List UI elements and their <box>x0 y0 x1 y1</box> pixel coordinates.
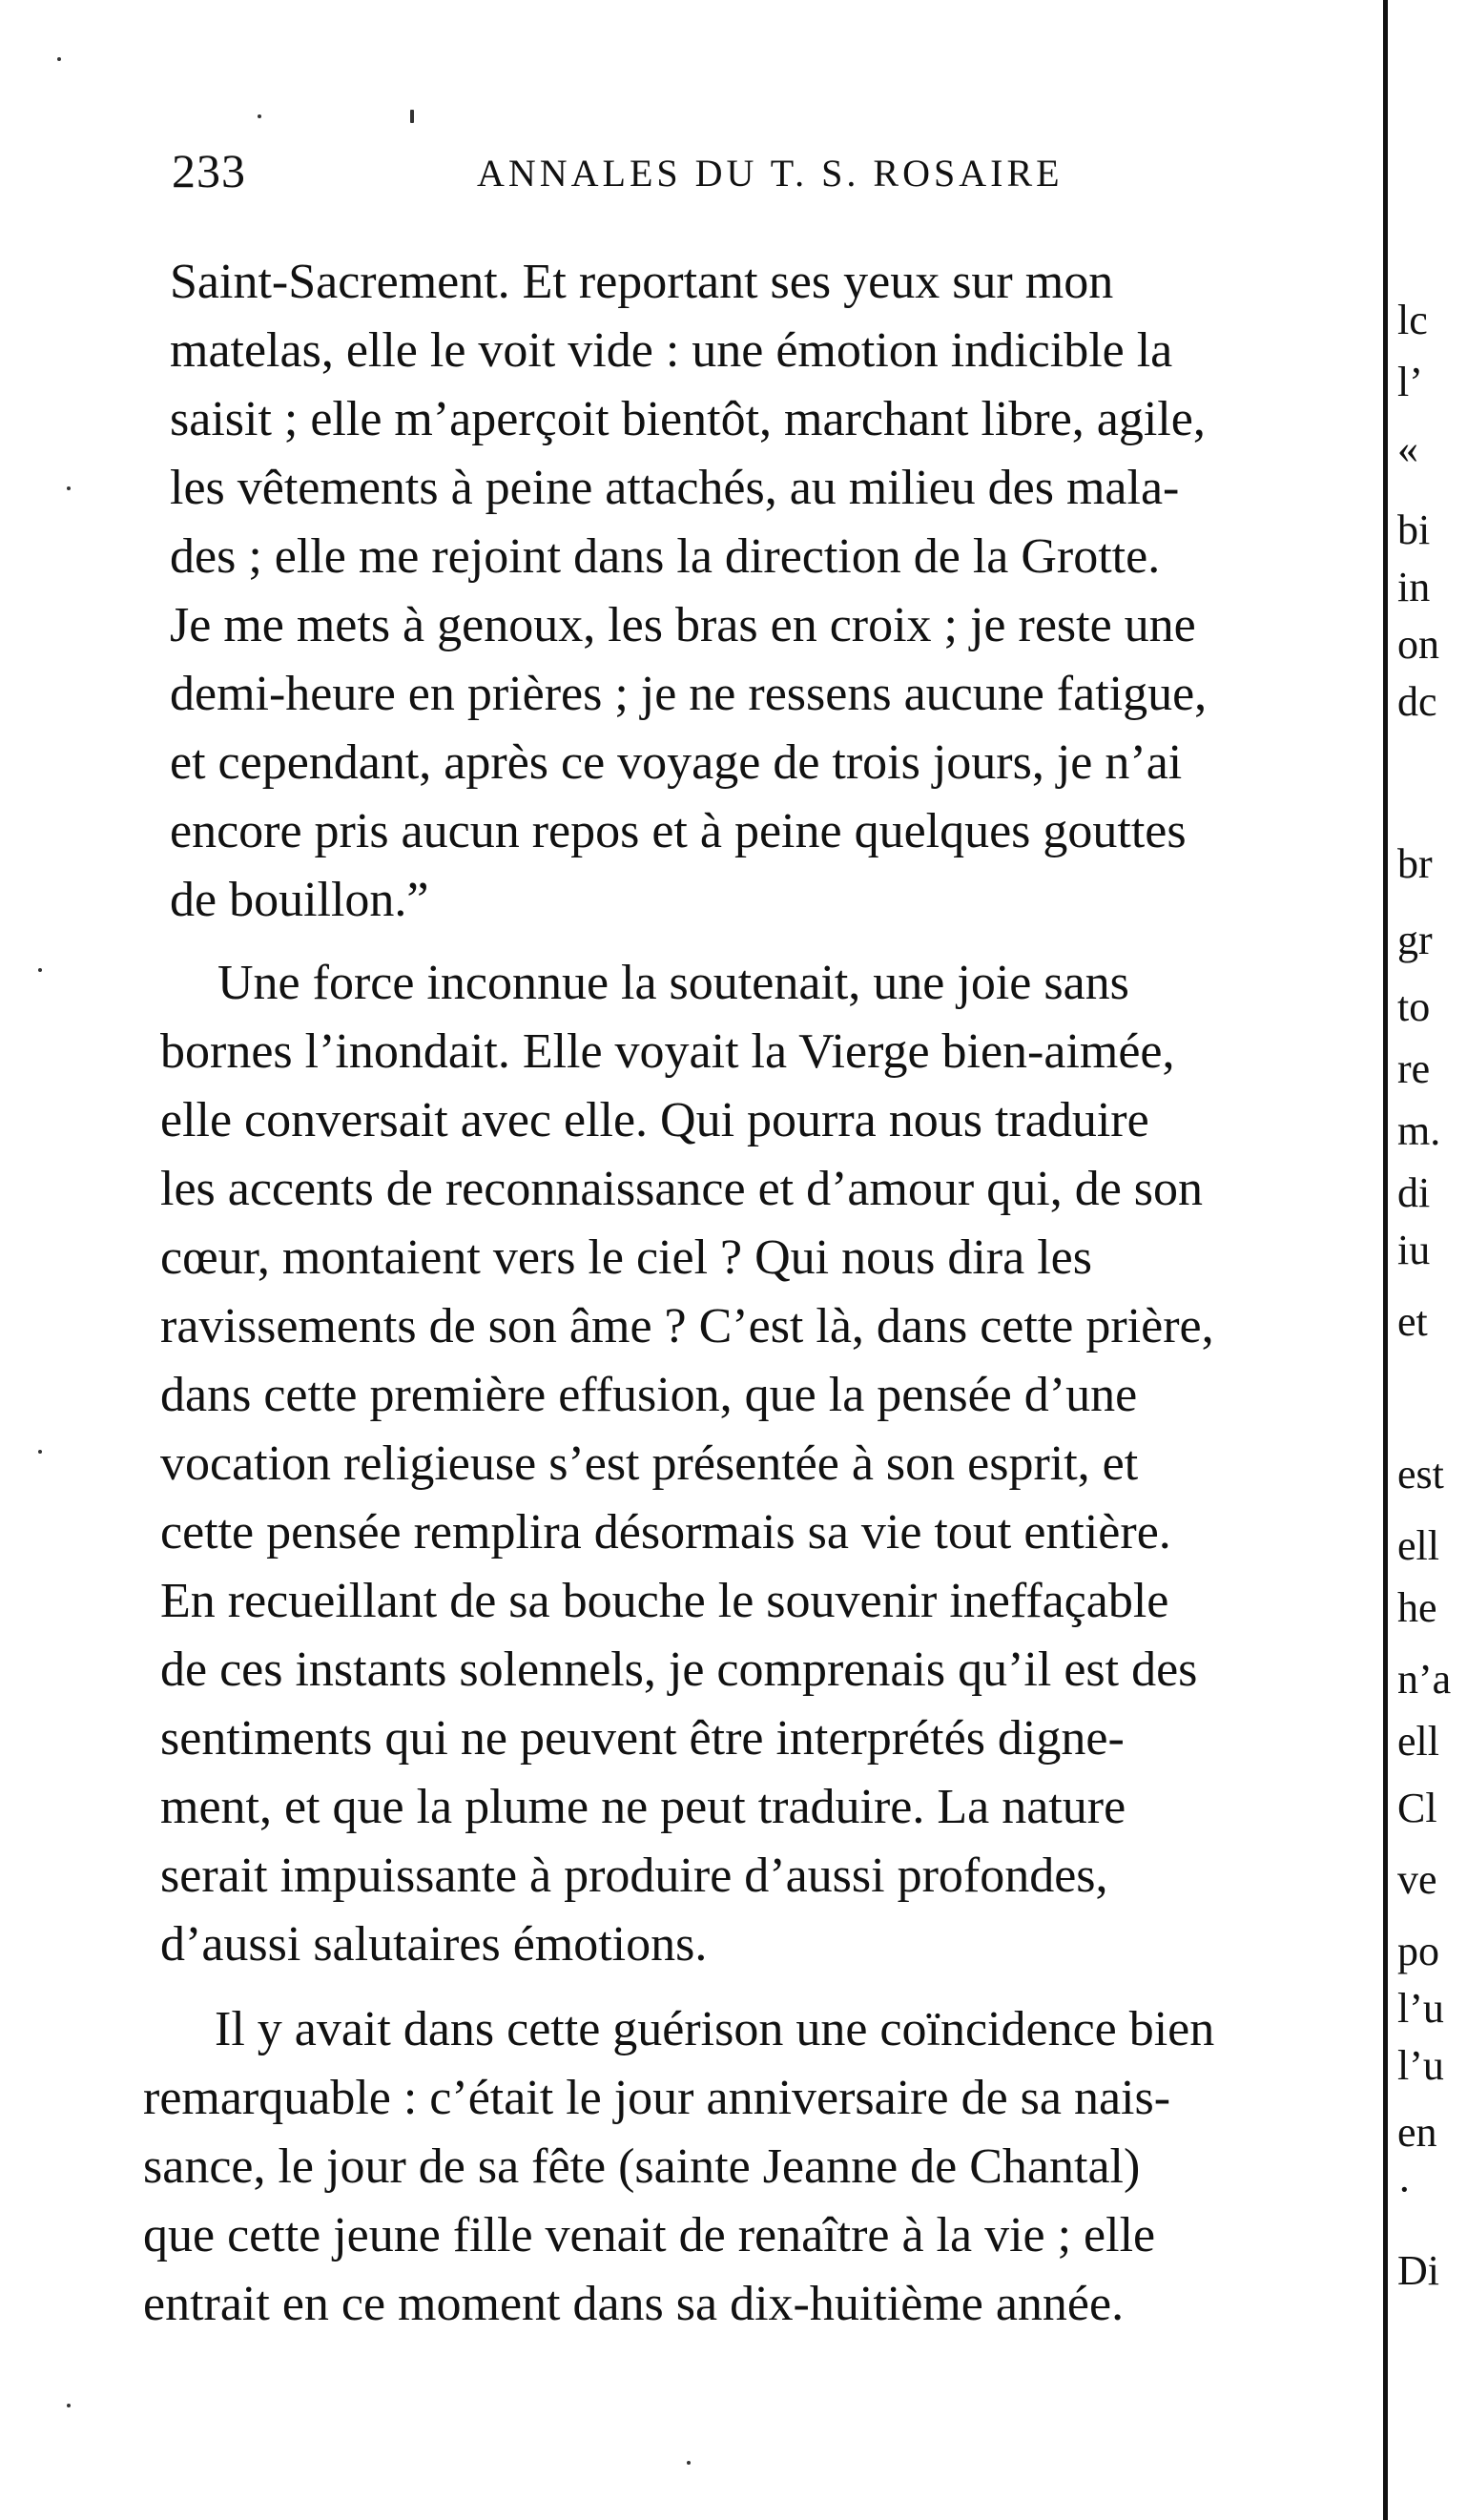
text-line: de ces instants solennels, je comprenais qu’il est des <box>160 1642 1198 1697</box>
text-line: sentiments qui ne peuvent être interprétés digne- <box>160 1711 1125 1766</box>
paper-speck <box>258 114 261 118</box>
text-line: sance, le jour de sa fête (sainte Jeanne de Chantal) <box>143 2139 1141 2194</box>
margin-fragment: di <box>1397 1169 1431 1216</box>
paper-speck <box>67 486 71 490</box>
paper-speck <box>38 1450 42 1454</box>
paragraph-3 <box>143 1995 1214 2339</box>
margin-fragment: he <box>1397 1584 1437 1631</box>
text-line: demi-heure en prières ; je ne ressens aucune fatigue, <box>170 667 1208 721</box>
text-line: elle conversait avec elle. Qui pourra nous traduire <box>160 1093 1149 1147</box>
text-line: et cependant, après ce voyage de trois jours, je n’ai <box>170 735 1183 790</box>
margin-fragment: on <box>1397 621 1439 668</box>
paper-speck <box>410 110 414 123</box>
text-line: Saint-Sacrement. Et reportant ses yeux sur mon <box>170 255 1114 309</box>
margin-fragment: iu <box>1397 1227 1431 1273</box>
margin-fragment: ve <box>1397 1856 1437 1903</box>
margin-fragment: in <box>1397 564 1431 610</box>
text-line: En recueillant de sa bouche le souvenir ineffaçable <box>160 1574 1169 1628</box>
margin-fragment: n’a <box>1397 1656 1452 1703</box>
paper-speck <box>57 57 61 61</box>
text-line: des ; elle me rejoint dans la direction de la Grotte. <box>170 529 1161 584</box>
margin-fragment: Di <box>1397 2247 1439 2294</box>
running-head: ANNALES DU T. S. ROSAIRE <box>477 152 1064 195</box>
text-line: les vêtements à peine attachés, au milieu des mala- <box>170 461 1180 515</box>
text-line: les accents de reconnaissance et d’amour qui, de son <box>160 1162 1204 1216</box>
paper-speck <box>38 968 42 972</box>
margin-fragment: « <box>1397 425 1418 472</box>
page-header <box>172 143 1412 200</box>
text-line: de bouillon.” <box>170 873 429 927</box>
paper-speck <box>67 2404 71 2407</box>
margin-fragment: en <box>1397 2109 1437 2156</box>
paragraph-2 <box>160 949 1214 1979</box>
margin-fragment: to <box>1397 983 1431 1030</box>
text-line: dans cette première effusion, que la pensée d’une <box>160 1368 1138 1422</box>
text-line: cœur, montaient vers le ciel ? Qui nous dira les <box>160 1230 1092 1285</box>
margin-fragment: l’ <box>1397 359 1423 405</box>
text-line: Une force inconnue la soutenait, une joie sans <box>217 956 1129 1010</box>
text-line: remarquable : c’était le jour anniversaire de sa nais- <box>143 2071 1171 2125</box>
margin-fragment: br <box>1397 840 1433 887</box>
margin-fragment: ell <box>1397 1522 1439 1569</box>
adjacent-page-edge <box>1383 0 1467 2520</box>
text-line: encore pris aucun repos et à peine quelques gouttes <box>170 804 1187 858</box>
margin-fragment: po <box>1397 1928 1439 1974</box>
text-line: Je me mets à genoux, les bras en croix ; je reste une <box>170 598 1196 652</box>
margin-fragment: · <box>1397 2166 1412 2213</box>
text-line: Il y avait dans cette guérison une coïncidence bien <box>215 2002 1215 2056</box>
margin-fragment: bi <box>1397 506 1431 553</box>
text-line: ravissements de son âme ? C’est là, dans cette prière, <box>160 1299 1214 1353</box>
text-line: cette pensée remplira désormais sa vie tout entière. <box>160 1505 1171 1560</box>
margin-fragment: lc <box>1397 297 1428 343</box>
margin-fragment: Cl <box>1397 1785 1437 1831</box>
text-line: serait impuissante à produire d’aussi profondes, <box>160 1849 1108 1903</box>
margin-fragment: et <box>1397 1298 1428 1345</box>
text-line: que cette jeune fille venait de renaître à la vie ; elle <box>143 2208 1156 2262</box>
margin-fragment: est <box>1397 1451 1444 1498</box>
text-line: vocation religieuse s’est présentée à son esprit, et <box>160 1436 1139 1491</box>
margin-fragment: l’u <box>1397 2042 1444 2089</box>
text-line: ment, et que la plume ne peut traduire. La nature <box>160 1780 1126 1834</box>
margin-fragment: re <box>1397 1045 1431 1092</box>
paper-speck <box>687 2461 691 2465</box>
paragraph-1 <box>170 248 1207 935</box>
margin-fragment: ell <box>1397 1718 1439 1765</box>
text-line: saisit ; elle m’aperçoit bientôt, marchant libre, agile, <box>170 392 1206 446</box>
margin-fragment: gr <box>1397 917 1433 963</box>
text-line: d’aussi salutaires émotions. <box>160 1917 708 1972</box>
margin-fragment: dc <box>1397 678 1437 725</box>
page-number: 233 <box>172 144 246 197</box>
text-line: bornes l’inondait. Elle voyait la Vierge bien-aimée, <box>160 1024 1175 1079</box>
margin-fragment: l’u <box>1397 1985 1444 2032</box>
margin-fragment: m. <box>1397 1107 1441 1154</box>
text-line: matelas, elle le voit vide : une émotion indicible la <box>170 323 1173 378</box>
text-line: entrait en ce moment dans sa dix-huitième année. <box>143 2277 1125 2331</box>
